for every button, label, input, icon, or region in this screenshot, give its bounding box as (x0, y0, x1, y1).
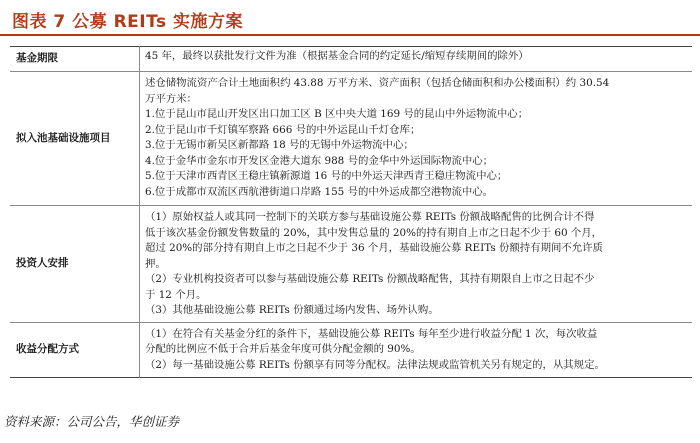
content-line: 5.位于天津市西青区王稳庄镇新源道 16 号的中外运天津西青王稳庄物流中心； (145, 170, 508, 182)
row-content-underlying-assets (140, 72, 693, 206)
table-row-investor-arrangement (10, 206, 692, 323)
title-underline (0, 34, 700, 36)
row-content-investor-arrangement (140, 206, 693, 323)
content-line: 于 12 个月。 (145, 288, 207, 301)
content-line: （3）其他基础设施公募 REITs 份额通过场内发售、场外认购。 (145, 304, 439, 316)
content-line: （2）每一基础设施公募 REITs 份额享有同等分配权。法律法规或监管机关另有规定的，从其规定。 (145, 358, 605, 371)
content-line: 1.位于昆山市昆山开发区出口加工区 B 区中央大道 169 号的昆山中外运物流中心； (145, 108, 529, 120)
content-line: 3.位于无锡市新吴区新都路 18 号的无锡中外运物流中心； (145, 139, 414, 151)
row-label-fund-term: 基金期限 (10, 47, 140, 72)
content-line: 低于该次基金份额发售数量的 20%，其中发售总量的 20%的持有期自上市之日起不少于 60 个月， (145, 226, 603, 239)
figure-header (0, 0, 700, 36)
content-line: （1）在符合有关基金分红的条件下，基础设施公募 REITs 每年至少进行收益分配 1 次，每次收益 (145, 327, 598, 340)
reits-plan-table (10, 46, 692, 378)
row-content-fund-term (140, 47, 693, 72)
content-line: 6.位于成都市双流区西航港街道口岸路 155 号的中外运成都空港物流中心。 (145, 185, 494, 198)
content-line: 超过 20%的部分持有期自上市之日起不少于 36 个月，基础设施公募 REITs 份额持有期间不允许质 (145, 242, 603, 254)
source-note: 资料来源：公司公告，华创证券 (4, 414, 180, 429)
content-line: 分配的比例应不低于合并后基金年度可供分配金额的 90%。 (145, 343, 421, 355)
content-line: 押。 (145, 257, 166, 270)
row-label-distribution: 收益分配方式 (10, 322, 140, 378)
figure-title: 图表 7 公募 REITs 实施方案 (12, 12, 243, 32)
content-line: 45 年，最终以获批发行文件为准（根据基金合同的约定延长/缩短存续期间的除外） (145, 50, 529, 62)
row-label-investor-arrangement: 投资人安排 (10, 206, 140, 323)
table-row-distribution (10, 322, 692, 378)
content-line: 述仓储物流资产合计土地面积约 43.88 万平方米、资产面积（包括仓储面积和办公楼面积）约 30.54 (145, 77, 610, 89)
content-line: （2）专业机构投资者可以参与基础设施公募 REITs 份额战略配售，其持有期限自上市之日起不少 (145, 273, 595, 285)
row-content-distribution (140, 322, 693, 378)
row-label-underlying-assets: 拟入池基础设施项目 (10, 72, 140, 206)
content-line: 4.位于金华市金东市开发区金港大道东 988 号的金华中外运国际物流中心； (145, 154, 494, 167)
content-line: 万平方米： (145, 92, 197, 105)
table-row-fund-term (10, 47, 692, 72)
content-line: 2.位于昆山市千灯镇军察路 666 号的中外运昆山千灯仓库； (145, 123, 421, 136)
content-line: （1）原始权益人或其同一控制下的关联方参与基础设施公募 REITs 份额战略配售的比例合计不得 (145, 211, 595, 223)
table-row-underlying-assets (10, 72, 692, 206)
